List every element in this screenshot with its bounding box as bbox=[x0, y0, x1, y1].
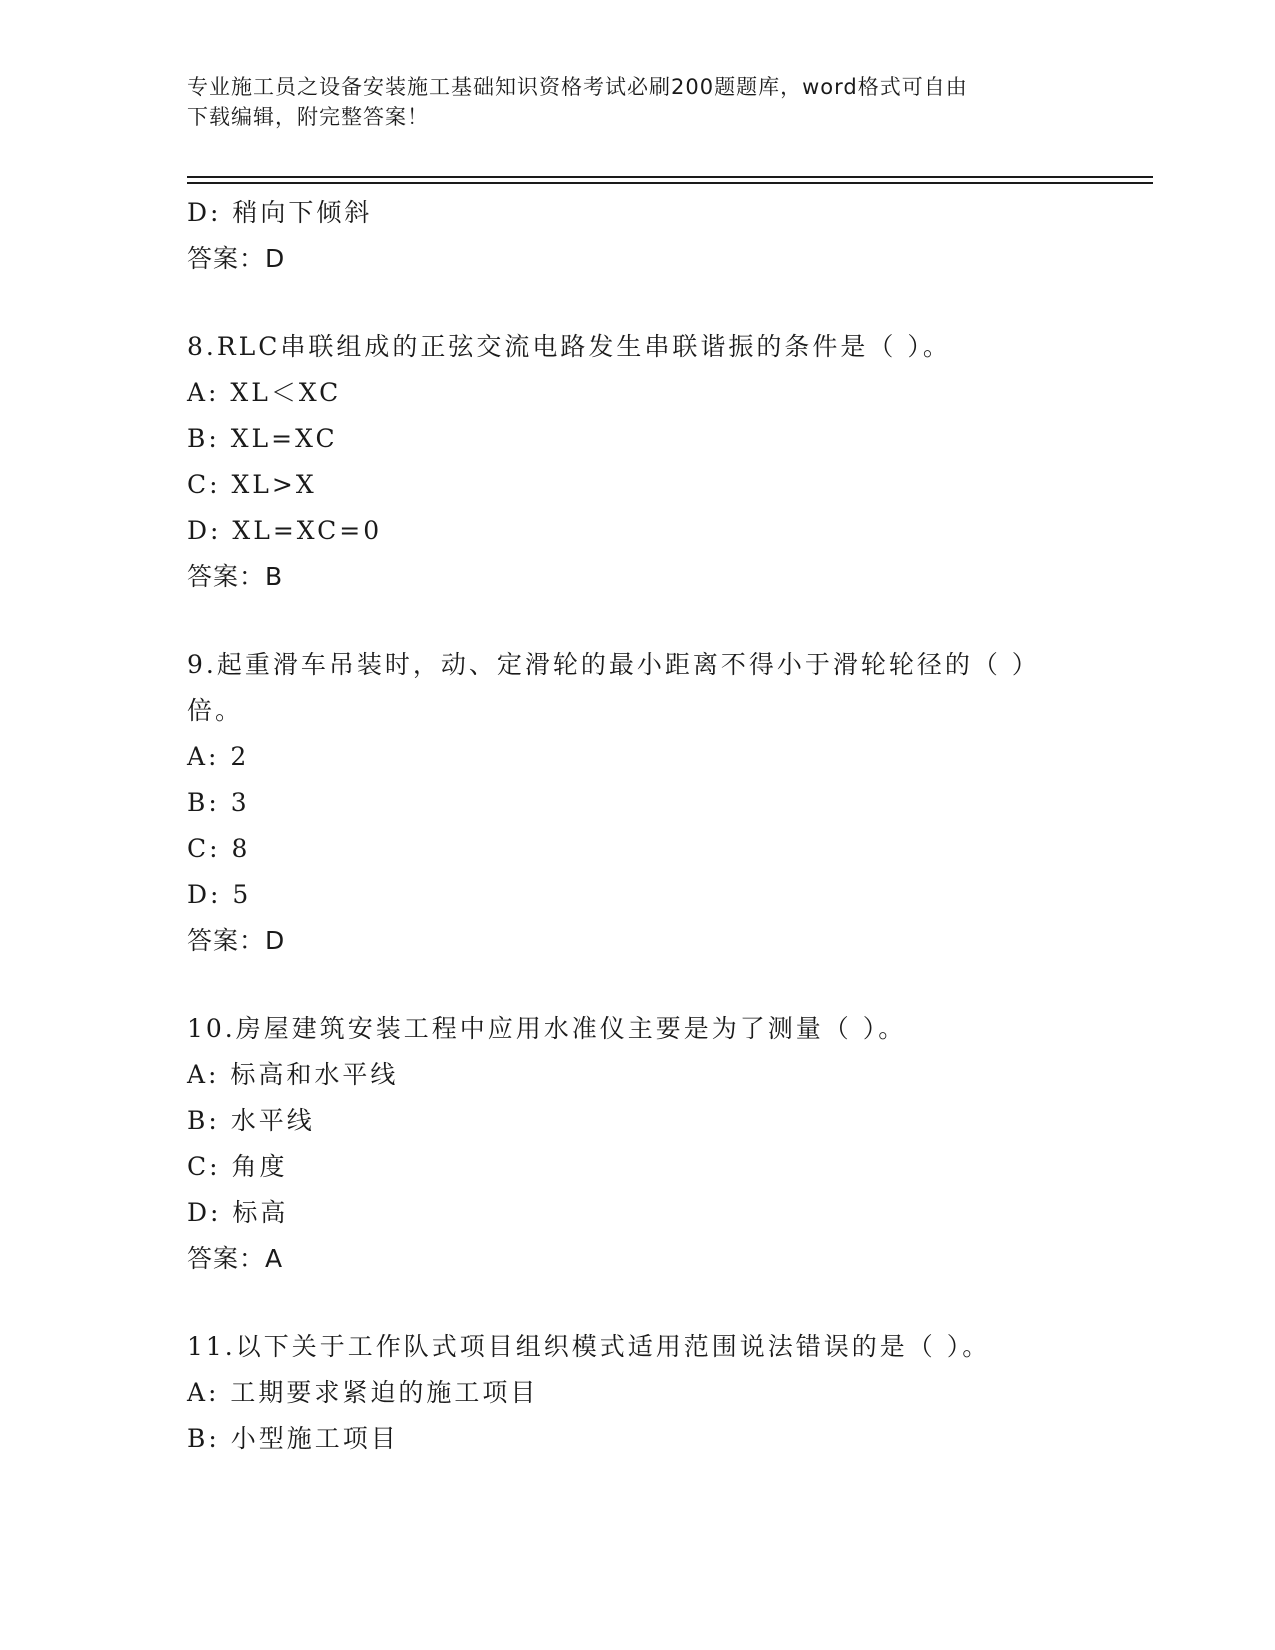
option-a: A: 标高和水平线 bbox=[187, 1060, 399, 1089]
question-9 bbox=[187, 642, 1087, 964]
previous-question-tail bbox=[187, 190, 1087, 282]
option-a: A: 工期要求紧迫的施工项目 bbox=[187, 1378, 539, 1407]
option-b: B: 小型施工项目 bbox=[187, 1424, 399, 1453]
answer: 答案：D bbox=[187, 244, 286, 273]
option-a: A: XL＜XC bbox=[187, 378, 342, 407]
option-d: D: 稍向下倾斜 bbox=[187, 198, 373, 227]
question-stem-continued: 倍。 bbox=[187, 696, 244, 725]
question-11 bbox=[187, 1324, 1087, 1462]
question-8 bbox=[187, 324, 1087, 600]
option-d: D: XL=XC=0 bbox=[187, 516, 383, 545]
answer: 答案：B bbox=[187, 562, 284, 591]
option-c: C: 角度 bbox=[187, 1152, 288, 1181]
option-c: C: XL>X bbox=[187, 470, 317, 499]
option-b: B: 水平线 bbox=[187, 1106, 315, 1135]
header-divider-top bbox=[187, 176, 1153, 178]
question-stem: 8.RLC串联组成的正弦交流电路发生串联谐振的条件是（ ）。 bbox=[187, 332, 951, 361]
header-line-1: 专业施工员之设备安装施工基础知识资格考试必刷200题题库，word格式可自由 bbox=[187, 75, 968, 99]
option-c: C: 8 bbox=[187, 834, 251, 863]
header-line-2: 下载编辑，附完整答案！ bbox=[187, 105, 429, 129]
option-d: D: 标高 bbox=[187, 1198, 289, 1227]
option-d: D: 5 bbox=[187, 880, 252, 909]
question-stem: 10.房屋建筑安装工程中应用水准仪主要是为了测量（ ）。 bbox=[187, 1014, 907, 1043]
option-b: B: 3 bbox=[187, 788, 250, 817]
question-stem: 11.以下关于工作队式项目组织模式适用范围说法错误的是（ ）。 bbox=[187, 1332, 991, 1361]
document-header bbox=[187, 72, 1087, 132]
header-divider-bottom bbox=[187, 182, 1153, 184]
question-10 bbox=[187, 1006, 1087, 1282]
answer: 答案：D bbox=[187, 926, 286, 955]
option-a: A: 2 bbox=[187, 742, 250, 771]
option-b: B: XL=XC bbox=[187, 424, 338, 453]
question-content bbox=[187, 190, 1087, 1462]
answer: 答案：A bbox=[187, 1244, 284, 1273]
question-stem: 9.起重滑车吊装时，动、定滑轮的最小距离不得小于滑轮轮径的（ ） bbox=[187, 650, 1040, 679]
